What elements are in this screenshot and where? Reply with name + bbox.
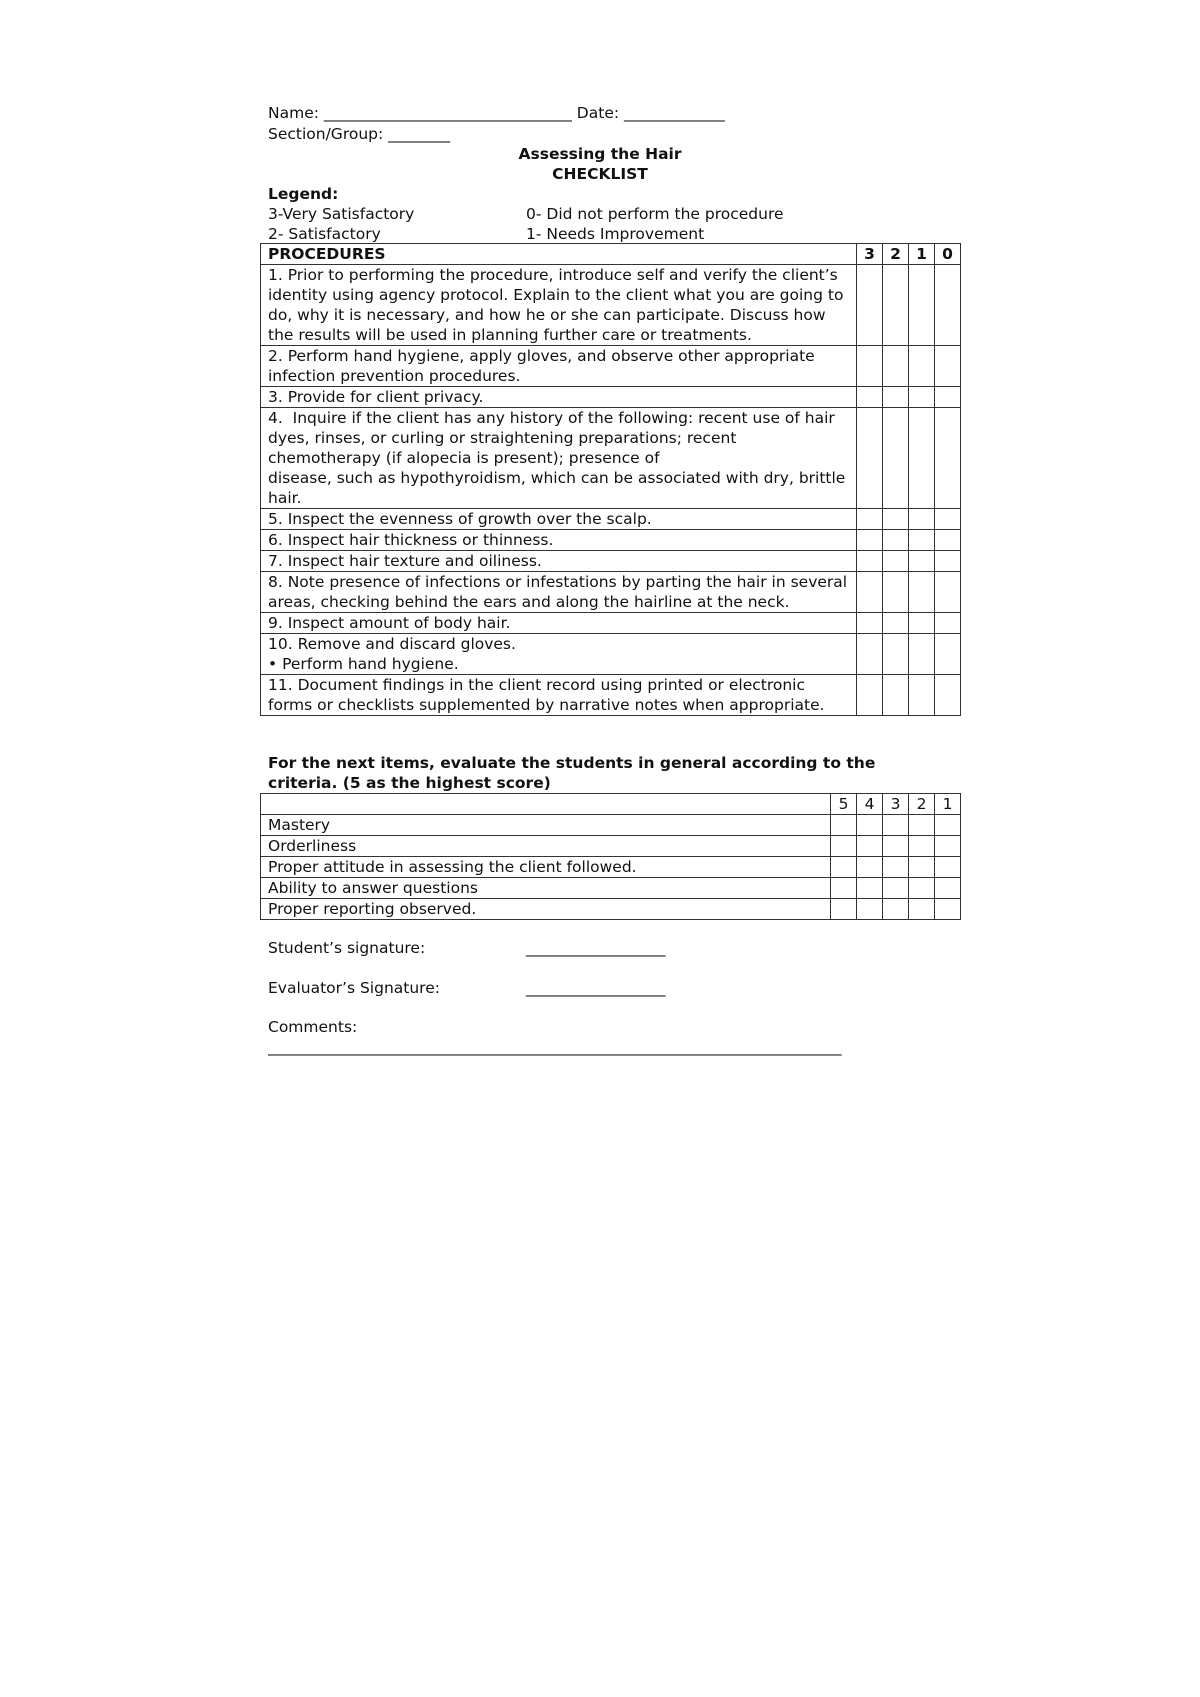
- score-cell-3[interactable]: [857, 634, 883, 675]
- score-cell-0[interactable]: [935, 346, 961, 387]
- criteria-score-cell-1[interactable]: [935, 878, 961, 899]
- procedure-row: [261, 530, 961, 551]
- criteria-score-cell-5[interactable]: [831, 815, 857, 836]
- procedure-text: 10. Remove and discard gloves. • Perform hand hygiene.: [261, 634, 857, 675]
- score-cell-3[interactable]: [857, 265, 883, 346]
- score-cell-3[interactable]: [857, 387, 883, 408]
- criteria-score-cell-5[interactable]: [831, 857, 857, 878]
- score-cell-0[interactable]: [935, 265, 961, 346]
- score-cell-3[interactable]: [857, 572, 883, 613]
- criteria-score-cell-3[interactable]: [883, 857, 909, 878]
- criteria-score-header-3: 3: [883, 794, 909, 815]
- criteria-row: [261, 815, 961, 836]
- score-cell-2[interactable]: [883, 634, 909, 675]
- criteria-score-cell-2[interactable]: [909, 836, 935, 857]
- procedure-row: [261, 509, 961, 530]
- procedure-text: 4. Inquire if the client has any history of the following: recent use of hair dyes, rinses, or curling or straightening preparations; recent chemotherapy (if alopecia is present); presence of disease, such as hypothyroidism, which can be associated with dry, brittle hair.: [261, 408, 857, 509]
- score-cell-2[interactable]: [883, 530, 909, 551]
- criteria-header-row: [261, 794, 961, 815]
- criteria-row: [261, 836, 961, 857]
- score-cell-2[interactable]: [883, 265, 909, 346]
- score-cell-3[interactable]: [857, 346, 883, 387]
- score-cell-2[interactable]: [883, 675, 909, 716]
- score-cell-1[interactable]: [909, 675, 935, 716]
- criteria-score-cell-3[interactable]: [883, 899, 909, 920]
- criteria-score-cell-5[interactable]: [831, 878, 857, 899]
- criteria-score-cell-4[interactable]: [857, 836, 883, 857]
- score-header-1: 1: [909, 244, 935, 265]
- criteria-score-cell-4[interactable]: [857, 878, 883, 899]
- score-header-0: 0: [935, 244, 961, 265]
- procedure-row: [261, 613, 961, 634]
- procedure-row: [261, 408, 961, 509]
- criteria-score-cell-4[interactable]: [857, 899, 883, 920]
- procedure-text: 3. Provide for client privacy.: [261, 387, 857, 408]
- score-cell-0[interactable]: [935, 530, 961, 551]
- score-cell-1[interactable]: [909, 572, 935, 613]
- procedures-table: [260, 243, 961, 716]
- score-cell-2[interactable]: [883, 572, 909, 613]
- comments-label: Comments:: [268, 1018, 358, 1036]
- criteria-score-cell-2[interactable]: [909, 857, 935, 878]
- score-cell-0[interactable]: [935, 387, 961, 408]
- criteria-score-header-5: 5: [831, 794, 857, 815]
- student-signature-label: Student’s signature:: [268, 939, 426, 957]
- score-cell-1[interactable]: [909, 530, 935, 551]
- criteria-label: Proper reporting observed.: [261, 899, 831, 920]
- score-cell-3[interactable]: [857, 408, 883, 509]
- procedure-text: 9. Inspect amount of body hair.: [261, 613, 857, 634]
- criteria-label: Orderliness: [261, 836, 831, 857]
- criteria-score-header-1: 1: [935, 794, 961, 815]
- score-cell-1[interactable]: [909, 509, 935, 530]
- score-cell-1[interactable]: [909, 551, 935, 572]
- procedure-row: [261, 634, 961, 675]
- criteria-header-blank: [261, 794, 831, 815]
- score-header-3: 3: [857, 244, 883, 265]
- score-header-2: 2: [883, 244, 909, 265]
- criteria-row: [261, 878, 961, 899]
- score-cell-2[interactable]: [883, 509, 909, 530]
- procedure-text: 11. Document findings in the client record using printed or electronic forms or checklists supplemented by narrative notes when appropriate.: [261, 675, 857, 716]
- criteria-score-cell-1[interactable]: [935, 836, 961, 857]
- score-cell-2[interactable]: [883, 408, 909, 509]
- name-date-line: Name: ________________________________ Date: _____________: [268, 104, 725, 122]
- evaluator-signature-field[interactable]: __________________: [526, 979, 666, 997]
- criteria-table: [260, 793, 961, 920]
- score-cell-1[interactable]: [909, 346, 935, 387]
- procedure-text: 6. Inspect hair thickness or thinness.: [261, 530, 857, 551]
- score-cell-1[interactable]: [909, 265, 935, 346]
- score-cell-2[interactable]: [883, 613, 909, 634]
- criteria-score-header-4: 4: [857, 794, 883, 815]
- score-cell-1[interactable]: [909, 634, 935, 675]
- procedure-text: 2. Perform hand hygiene, apply gloves, and observe other appropriate infection prevention procedures.: [261, 346, 857, 387]
- score-cell-0[interactable]: [935, 634, 961, 675]
- procedure-row: [261, 551, 961, 572]
- legend-item: 2- Satisfactory: [268, 225, 381, 243]
- procedure-row: [261, 346, 961, 387]
- procedures-header-row: [261, 244, 961, 265]
- procedure-row: [261, 265, 961, 346]
- legend-item: 1- Needs Improvement: [526, 225, 705, 243]
- evaluator-signature-label: Evaluator’s Signature:: [268, 979, 440, 997]
- document-subtitle: CHECKLIST: [552, 165, 648, 183]
- score-cell-3[interactable]: [857, 613, 883, 634]
- score-cell-3[interactable]: [857, 530, 883, 551]
- score-cell-3[interactable]: [857, 509, 883, 530]
- criteria-score-cell-1[interactable]: [935, 815, 961, 836]
- score-cell-0[interactable]: [935, 572, 961, 613]
- document-title: Assessing the Hair: [518, 145, 682, 163]
- criteria-score-cell-1[interactable]: [935, 857, 961, 878]
- criteria-score-cell-5[interactable]: [831, 836, 857, 857]
- score-cell-3[interactable]: [857, 675, 883, 716]
- score-cell-3[interactable]: [857, 551, 883, 572]
- criteria-label: Mastery: [261, 815, 831, 836]
- procedure-text: 7. Inspect hair texture and oiliness.: [261, 551, 857, 572]
- score-cell-1[interactable]: [909, 387, 935, 408]
- criteria-score-cell-4[interactable]: [857, 815, 883, 836]
- student-signature-field[interactable]: __________________: [526, 939, 666, 957]
- criteria-row: [261, 899, 961, 920]
- procedure-text: 1. Prior to performing the procedure, introduce self and verify the client’s identity using agency protocol. Explain to the client what you are going to do, why it is necessary, and how he or she can participate. Discuss how the results will be used in planning further care or treatments.: [261, 265, 857, 346]
- procedure-text: 8. Note presence of infections or infestations by parting the hair in several areas, checking behind the ears and along the hairline at the neck.: [261, 572, 857, 613]
- procedure-row: [261, 572, 961, 613]
- criteria-score-cell-3[interactable]: [883, 836, 909, 857]
- criteria-score-header-2: 2: [909, 794, 935, 815]
- criteria-score-cell-5[interactable]: [831, 899, 857, 920]
- procedure-text: 5. Inspect the evenness of growth over the scalp.: [261, 509, 857, 530]
- criteria-label: Proper attitude in assessing the client followed.: [261, 857, 831, 878]
- criteria-score-cell-2[interactable]: [909, 878, 935, 899]
- score-cell-1[interactable]: [909, 613, 935, 634]
- criteria-score-cell-4[interactable]: [857, 857, 883, 878]
- criteria-instruction: For the next items, evaluate the students in general according to the criteria. (5 as the highest score): [268, 754, 876, 792]
- criteria-score-cell-1[interactable]: [935, 899, 961, 920]
- score-cell-1[interactable]: [909, 408, 935, 509]
- criteria-score-cell-3[interactable]: [883, 815, 909, 836]
- score-cell-0[interactable]: [935, 408, 961, 509]
- score-cell-0[interactable]: [935, 509, 961, 530]
- criteria-score-cell-2[interactable]: [909, 815, 935, 836]
- score-cell-0[interactable]: [935, 613, 961, 634]
- score-cell-0[interactable]: [935, 675, 961, 716]
- score-cell-2[interactable]: [883, 346, 909, 387]
- criteria-score-cell-2[interactable]: [909, 899, 935, 920]
- comments-field[interactable]: __________________________________________________________________________: [268, 1038, 842, 1056]
- criteria-label: Ability to answer questions: [261, 878, 831, 899]
- procedures-header: PROCEDURES: [261, 244, 857, 265]
- legend-item: 3-Very Satisfactory: [268, 205, 415, 223]
- score-cell-2[interactable]: [883, 387, 909, 408]
- criteria-row: [261, 857, 961, 878]
- score-cell-2[interactable]: [883, 551, 909, 572]
- legend-heading: Legend:: [268, 185, 339, 203]
- section-group-line: Section/Group: ________: [268, 125, 451, 143]
- criteria-score-cell-3[interactable]: [883, 878, 909, 899]
- procedure-row: [261, 675, 961, 716]
- score-cell-0[interactable]: [935, 551, 961, 572]
- legend-item: 0- Did not perform the procedure: [526, 205, 784, 223]
- procedure-row: [261, 387, 961, 408]
